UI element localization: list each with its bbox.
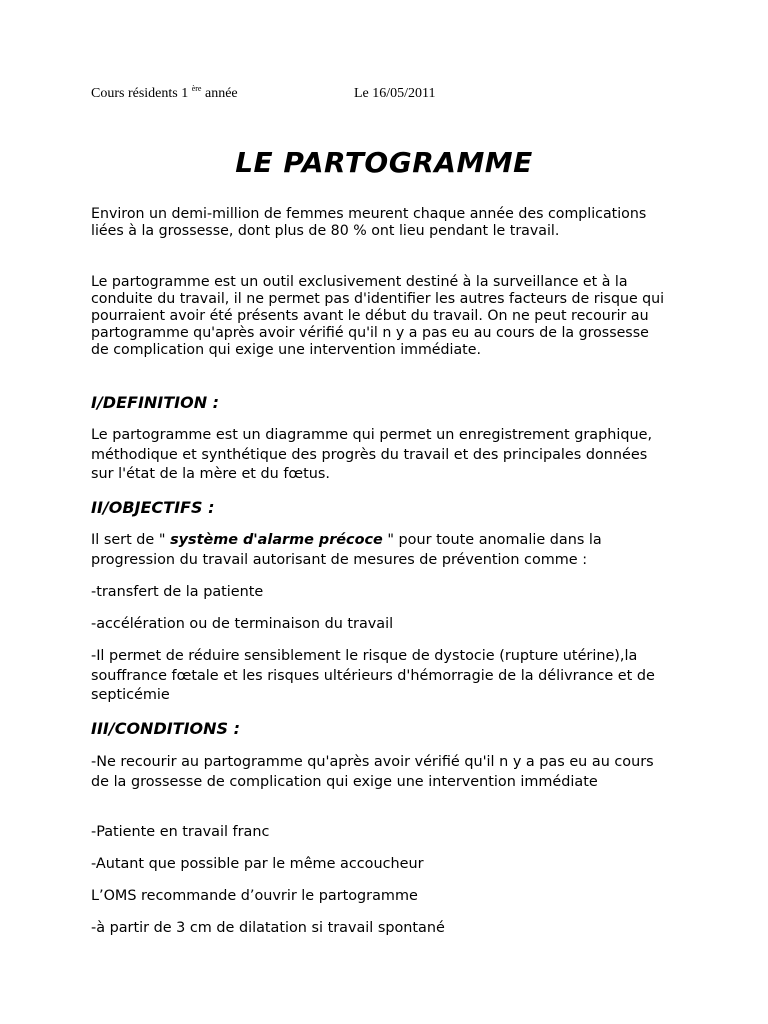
page-title: LE PARTOGRAMME [235, 146, 533, 179]
section-heading-definition: I/DEFINITION : [91, 393, 220, 412]
intro-paragraph-2: Le partogramme est un outil exclusivement destiné à la surveillance et à la conduite du travail, il ne permet pas d'identifier les autres facteurs de risque qui pourraient avoir été présents avant le début du travail. On ne peut recourir au partogramme qu'après avoir vérifié qu'il n y a pas eu au cours de la grossesse de complication qui exige une intervention immédiate. [91, 274, 665, 358]
document-date: Le 16/05/2011 [354, 86, 436, 101]
section-heading-objectifs: II/OBJECTIFS : [91, 498, 215, 517]
definition-text: Le partogramme est un diagramme qui permet un enregistrement graphique, méthodique et synthétique des progrès du travail et des principales données sur l'état de la mère et du fœtus. [91, 427, 653, 482]
objectifs-item-3: -Il permet de réduire sensiblement le risque de dystocie (rupture utérine),la souffrance fœtale et les risques ultérieurs d'hémorragie de la délivrance et de septicémie [91, 648, 655, 703]
document-header [91, 86, 711, 102]
conditions-item-4: L’OMS recommande d’ouvrir le partogramme [91, 888, 418, 904]
objectifs-item-2: -accélération ou de terminaison du travail [91, 616, 394, 632]
course-label: Cours résidents 1 $^{ère}$ année [91, 84, 238, 101]
intro-paragraph-1: Environ un demi-million de femmes meurent chaque année des complications liées à la grossesse, dont plus de 80 % ont lieu pendant le travail. [91, 206, 647, 239]
objectifs-intro: Il sert de " système d'alarme précoce " pour toute anomalie dans la progression du travail autorisant de mesures de prévention comme : [91, 532, 602, 568]
objectifs-item-1: -transfert de la patiente [91, 584, 264, 600]
conditions-item-3: -Autant que possible par le même accoucheur [91, 856, 424, 872]
conditions-item-5: -à partir de 3 cm de dilatation si travail spontané [91, 920, 445, 936]
conditions-item-1: -Ne recourir au partogramme qu'après avoir vérifié qu'il n y a pas eu au cours de la grossesse de complication qui exige une intervention immédiate [91, 754, 654, 790]
conditions-item-2: -Patiente en travail franc [91, 824, 270, 840]
section-heading-conditions: III/CONDITIONS : [91, 719, 241, 738]
alarm-emphasis: système d'alarme précoce [170, 532, 383, 548]
